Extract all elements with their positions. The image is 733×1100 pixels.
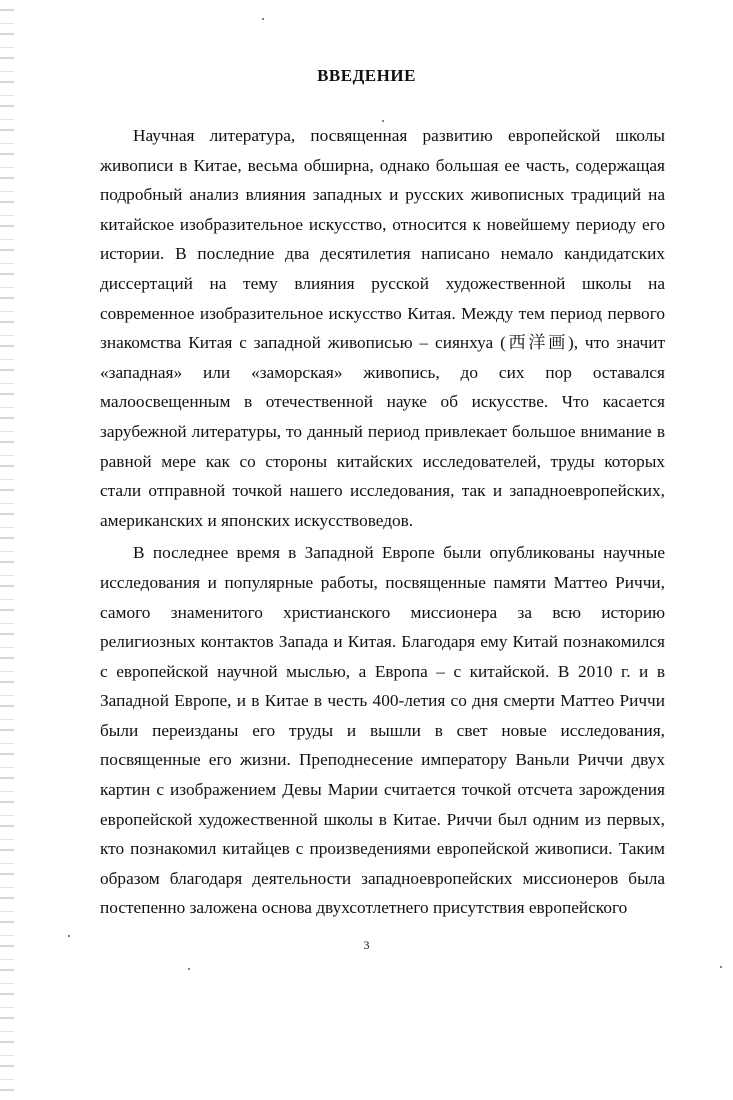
scan-speck: [720, 966, 722, 968]
paragraph-1: Научная литература, посвященная развитию европейской школы живописи в Китае, весьма обширна, однако большая ее часть, содержащая подробный анализ влияния западных и русских живописных традиций на китайское изобразительное искусство, относится к новейшему периоду его истории. В последние два десятилетия написано немало кандидатских диссертаций на тему влияния русской художественной школы на современное изобразительное искусство Китая. Между тем период первого знакомства Китая с западной живописью – сиянхуа (西洋画), что значит «западная» или «заморская» живопись, до сих пор оставался малоосвещенным в отечественной науке об искусстве. Что касается зарубежной литературы, то данный период привлекает большое внимание в равной мере как со стороны китайских исследователей, труды которых стали отправной точкой нашего исследования, так и западноевропейских, американских и японских искусствоведов.: [100, 126, 665, 530]
document-body: [100, 121, 665, 923]
scan-speck: [262, 18, 264, 20]
scan-speck: [68, 935, 70, 937]
scan-speck: [188, 968, 190, 970]
page-number: 3: [363, 938, 370, 952]
scan-edge-artifact: [0, 0, 14, 1100]
page-title: ВВЕДЕНИЕ: [317, 66, 416, 85]
paragraph-2: В последнее время в Западной Европе были опубликованы научные исследования и популярные работы, посвященные памяти Маттео Риччи, самого знаменитого христианского миссионера за всю историю религиозных контактов Запада и Китая. Благодаря ему Китай познакомился с европейской научной мыслью, а Европа – с китайской. В 2010 г. и в Западной Европе, и в Китае в честь 400-летия со дня смерти Маттео Риччи были переизданы его труды и вышли в свет новые исследования, посвященные его жизни. Преподнесение императору Ваньли Риччи двух картин с изображением Девы Марии считается точкой отсчета зарождения европейской художественной школы в Китае. Риччи был одним из первых, кто познакомил китайцев с произведениями европейской живописи. Таким образом благодаря деятельности западноевропейских миссионеров была постепенно заложена основа двухсотлетнего присутствия европейского: [100, 543, 665, 918]
